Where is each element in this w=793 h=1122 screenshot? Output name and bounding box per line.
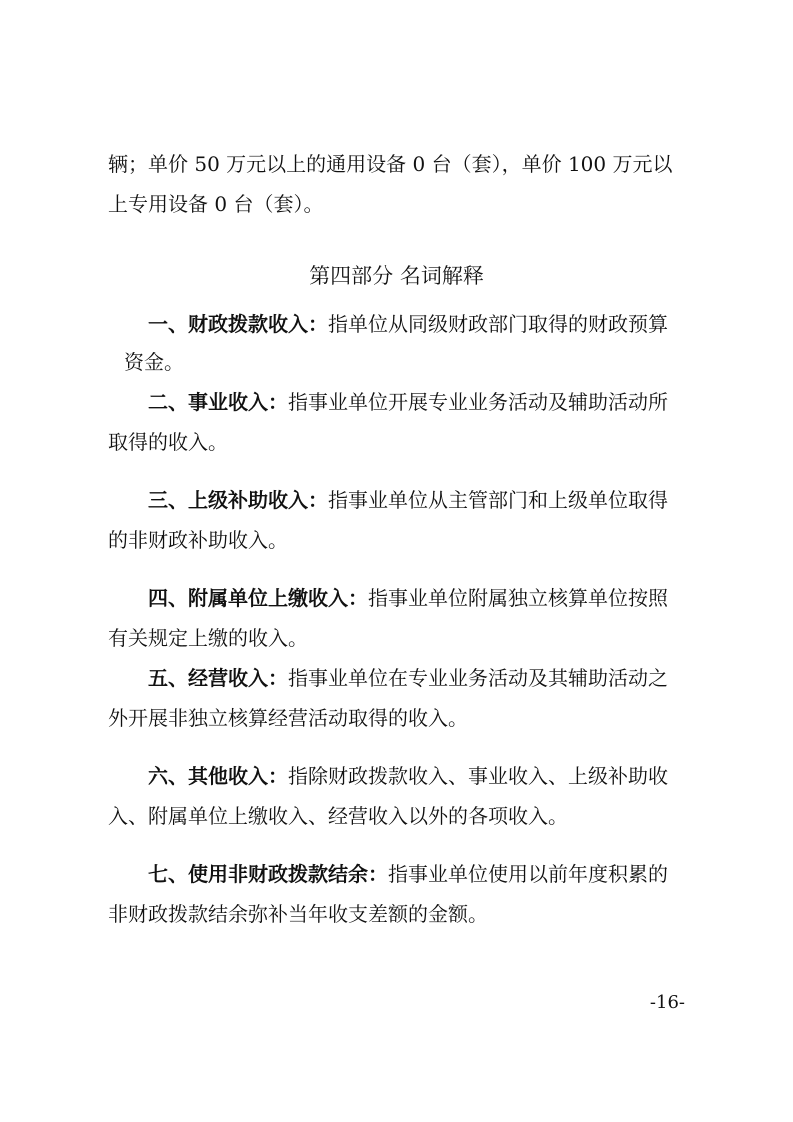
intro-line-2: 上专用设备 0 台（套）。 (108, 192, 324, 216)
definition-6-first-line (148, 764, 668, 788)
definition-2-text: 指事业单位开展专业业务活动及辅助活动所 (288, 390, 668, 414)
definition-5-term: 五、经营收入： (148, 666, 288, 690)
definition-7-continuation: 非财政拨款结余弥补当年收支差额的金额。 (108, 902, 488, 926)
definition-6-continuation: 入、附属单位上缴收入、经营收入以外的各项收入。 (108, 804, 568, 828)
section-title: 第四部分 名词解释 (309, 264, 484, 288)
definition-4-first-line (148, 586, 668, 610)
definition-2-term: 二、事业收入： (148, 390, 288, 414)
definition-4-term: 四、附属单位上缴收入： (148, 586, 368, 610)
definition-6-term: 六、其他收入： (148, 764, 288, 788)
definition-1-text: 指单位从同级财政部门取得的财政预算 (328, 312, 668, 336)
intro-line-1: 辆；单价 50 万元以上的通用设备 0 台（套），单价 100 万元以 (108, 152, 673, 176)
definition-4-continuation: 有关规定上缴的收入。 (108, 626, 308, 650)
page-number: -16- (649, 992, 685, 1013)
definition-1-term: 一、财政拨款收入： (148, 312, 328, 336)
definition-5-text: 指事业单位在专业业务活动及其辅助活动之 (288, 666, 668, 690)
definition-7-text: 指事业单位使用以前年度积累的 (388, 862, 668, 886)
definition-3-continuation: 的非财政补助收入。 (108, 528, 288, 552)
definition-4-text: 指事业单位附属独立核算单位按照 (368, 586, 668, 610)
definition-1-continuation: 资金。 (124, 350, 184, 374)
definition-3-first-line (148, 488, 668, 512)
definition-2-first-line (148, 390, 668, 414)
definition-3-term: 三、上级补助收入： (148, 488, 328, 512)
definition-7-term: 七、使用非财政拨款结余： (148, 862, 388, 886)
definition-2-continuation: 取得的收入。 (108, 430, 228, 454)
definition-5-first-line (148, 666, 668, 690)
definition-5-continuation: 外开展非独立核算经营活动取得的收入。 (108, 706, 468, 730)
definition-6-text: 指除财政拨款收入、事业收入、上级补助收 (288, 764, 668, 788)
definition-7-first-line (148, 862, 668, 886)
definition-3-text: 指事业单位从主管部门和上级单位取得 (328, 488, 668, 512)
definition-1-first-line (148, 312, 668, 336)
